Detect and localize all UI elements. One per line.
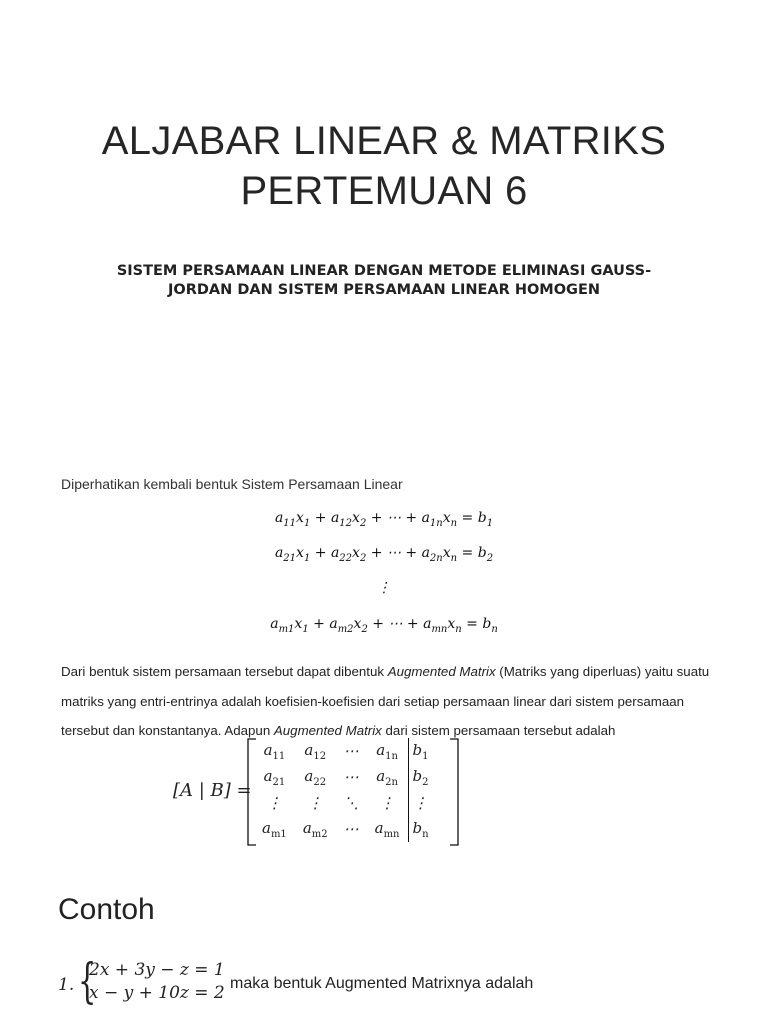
equation-vdots: ⋮ xyxy=(377,580,391,596)
right-bracket xyxy=(448,738,460,846)
equation-row-m: $a_{m1}x_1 + a_{m2}x_2$ + ⋯ + $a_{mn}x_n = b_n$ xyxy=(270,616,498,635)
slide-subtitle xyxy=(100,262,668,300)
equation-row-2: $a_{21}x_1 + a_{22}x_2$ + ⋯ + $a_{2n}x_n = b_2$ xyxy=(274,545,494,564)
para-text-c: (Matriks yang diperluas) yaitu suatu matriks yang entri-entrinya adalah koefisien-koefisien dari setiap persamaan linear dari sistem persamaan tersebut dan konstantanya. Adapun xyxy=(61,664,710,738)
intro-text: Diperhatikan kembali bentuk Sistem Persamaan Linear xyxy=(61,476,403,492)
example-number: 1. xyxy=(58,975,75,995)
para-text-a: Dari bentuk sistem persamaan tersebut dapat dibentuk xyxy=(61,664,388,679)
equation-row-1: $a_{11}x_1 + a_{12}x_2$ + ⋯ + $a_{1n}x_n = b_1$ xyxy=(274,510,494,529)
para-text-e: dari sistem persamaan tersebut adalah xyxy=(381,723,616,738)
example-1 xyxy=(58,955,658,1015)
title-line-2: PERTEMUAN 6 xyxy=(240,169,528,213)
slide-title xyxy=(0,116,768,216)
brace-icon: { xyxy=(78,953,97,1009)
augmented-matrix-paragraph xyxy=(61,657,721,746)
augmented-matrix: $a_{11}$ $a_{12}$ ⋯ $a_{1n}$ $b_1$ $a_{21}$ $a_{22}$ ⋯ $a_{2n}$ $b_2$ ⋮ ⋮ ⋱ ⋮ ⋮ $a_{m1}$ $a_{m2}$ ⋯ $a_{mn}$ $b_n$ xyxy=(248,738,458,846)
example-equation-1: 2x + 3y − z = 1 xyxy=(89,960,225,980)
example-system xyxy=(89,959,225,1005)
para-term-augmented: Augmented Matrix xyxy=(387,664,496,679)
para-term-augmented-2: Augmented Matrix xyxy=(273,723,382,738)
augmented-matrix-label: [A | B] = xyxy=(173,780,252,801)
title-line-1: ALJABAR LINEAR & MATRIKS xyxy=(101,119,667,163)
subtitle-line-2: JORDAN DAN SISTEM PERSAMAAN LINEAR HOMOGEN xyxy=(167,282,600,298)
example-tail-text: maka bentuk Augmented Matrixnya adalah xyxy=(230,975,534,992)
subtitle-line-1: SISTEM PERSAMAAN LINEAR DENGAN METODE ELIMINASI GAUSS- xyxy=(116,263,652,279)
example-equation-2: x − y + 10z = 2 xyxy=(89,983,225,1003)
section-heading-contoh: Contoh xyxy=(58,893,155,926)
